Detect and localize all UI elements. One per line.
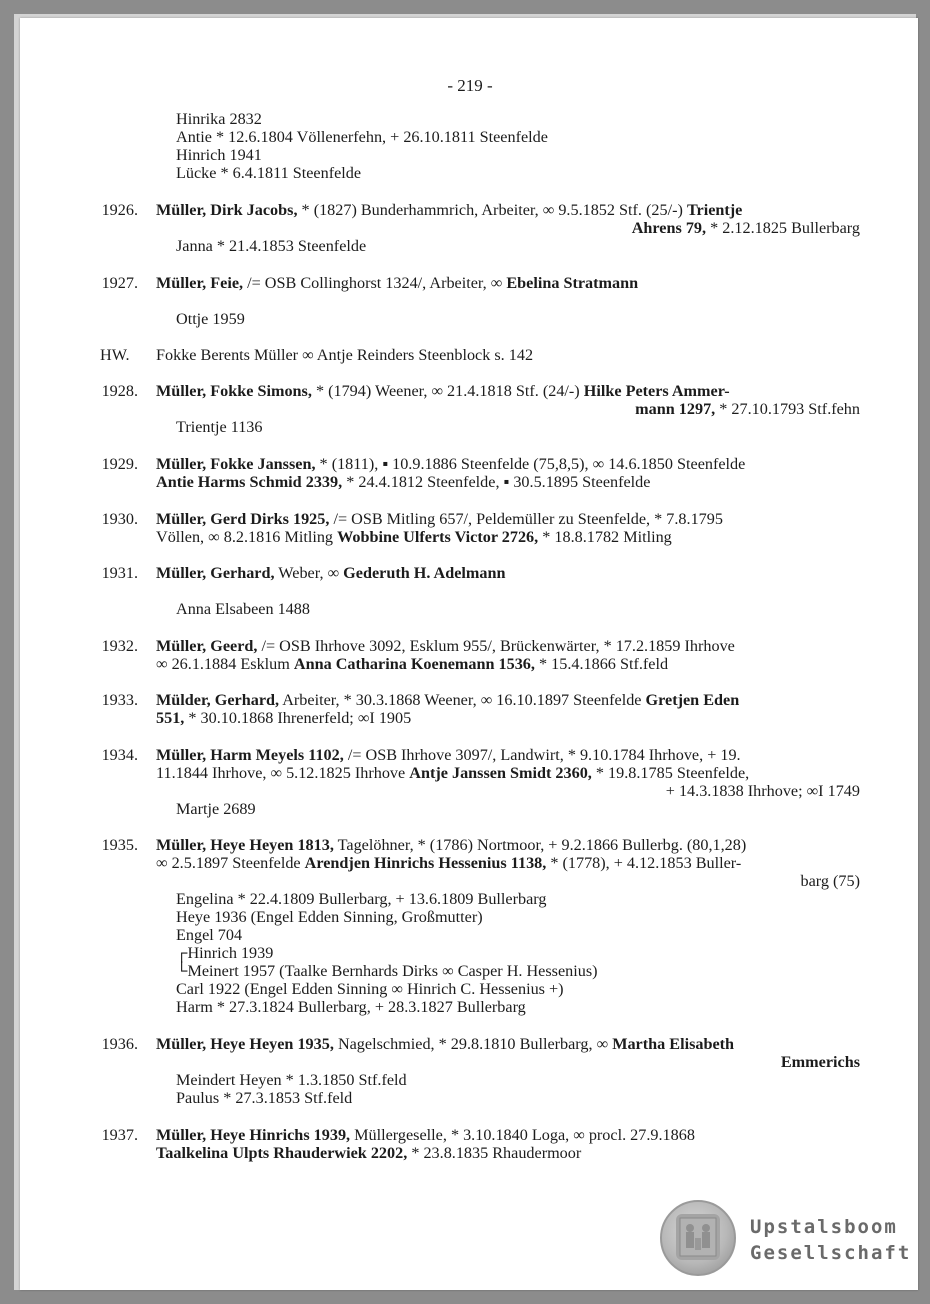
- child-line: Meindert Heyen * 1.3.1850 Stf.feld: [176, 1071, 407, 1089]
- entry-1936-line1: Müller, Heye Heyen 1935, Nagelschmied, * 29.8.1810 Bullerbarg, ∞ Martha Elisabeth: [156, 1035, 735, 1053]
- entry-number: 1926.: [101, 201, 138, 219]
- spouse-name: Gederuth H. Adelmann: [343, 564, 506, 582]
- intro-line: Hinrich 1941: [176, 146, 262, 164]
- entry-1929-line1: Müller, Fokke Janssen, * (1811), ▪ 10.9.1886 Steenfelde (75,8,5), ∞ 14.6.1850 Steenfelde: [156, 455, 746, 473]
- person-name: Müller, Gerhard,: [156, 564, 275, 582]
- spouse-name: mann 1297,: [635, 400, 716, 418]
- person-name: Müller, Heye Heyen 1935,: [156, 1035, 334, 1053]
- child-line: Harm * 27.3.1824 Bullerbarg, + 28.3.1827 Bullerbarg: [176, 998, 526, 1016]
- spouse-name: Taalkelina Ulpts Rhauderwiek 2202,: [156, 1144, 408, 1162]
- person-name: Müller, Geerd,: [156, 637, 258, 655]
- entry-number: 1934.: [101, 746, 138, 764]
- person-name: Müller, Feie,: [156, 274, 244, 292]
- entry-1933-line2: 551, * 30.10.1868 Ihrenerfeld; ∞I 1905: [156, 709, 412, 727]
- entry-1932-line2: ∞ 26.1.1884 Esklum Anna Catharina Koenemann 1536, * 15.4.1866 Stf.feld: [156, 655, 669, 673]
- logo-text-line1: Upstalsboom: [750, 1216, 898, 1238]
- entry-1931-line1: Müller, Gerhard, Weber, ∞ Gederuth H. Adelmann: [156, 564, 506, 582]
- entry-1928-line1: Müller, Fokke Simons, * (1794) Weener, ∞ 21.4.1818 Stf. (24/-) Hilke Peters Ammer-: [156, 382, 730, 400]
- spouse-name: Hilke Peters Ammer-: [583, 382, 730, 400]
- spouse-name: Wobbine Ulferts Victor 2726,: [337, 528, 539, 546]
- entry-1929-line2: Antie Harms Schmid 2339, * 24.4.1812 Steenfelde, ▪ 30.5.1895 Steenfelde: [156, 473, 651, 491]
- child-line: Ottje 1959: [176, 310, 245, 328]
- child-line: Janna * 21.4.1853 Steenfelde: [176, 237, 367, 255]
- spouse-name: Antje Janssen Smidt 2360,: [409, 764, 592, 782]
- entry-1927-line1: Müller, Feie, /= OSB Collinghorst 1324/, Arbeiter, ∞ Ebelina Stratmann: [156, 274, 639, 292]
- child-line: ┌Hinrich 1939: [176, 944, 274, 962]
- spouse-name: Emmerichs: [780, 1053, 860, 1071]
- entry-1937-line1: Müller, Heye Hinrichs 1939, Müllergeselle, * 3.10.1840 Loga, ∞ procl. 27.9.1868: [156, 1126, 695, 1144]
- entry-1928-line2: mann 1297, * 27.10.1793 Stf.fehn: [635, 400, 860, 418]
- person-name: Müller, Fokke Janssen,: [156, 455, 316, 473]
- child-line: └Meinert 1957 (Taalke Bernhards Dirks ∞ Casper H. Hessenius): [176, 962, 598, 980]
- entry-1937-line2: Taalkelina Ulpts Rhauderwiek 2202, * 23.8.1835 Rhaudermoor: [156, 1144, 582, 1162]
- spouse-name: Anna Catharina Koenemann 1536,: [293, 655, 535, 673]
- intro-line: Lücke * 6.4.1811 Steenfelde: [176, 164, 362, 182]
- logo-text-line2: Gesellschaft: [750, 1242, 912, 1264]
- entry-1930-line1: Müller, Gerd Dirks 1925, /= OSB Mitling 657/, Peldemüller zu Steenfelde, * 7.8.1795: [156, 510, 723, 528]
- child-line: Carl 1922 (Engel Edden Sinning ∞ Hinrich C. Hessenius +): [176, 980, 564, 998]
- child-line: Trientje 1136: [176, 418, 263, 436]
- hw-line: Fokke Berents Müller ∞ Antje Reinders Steenblock s. 142: [156, 346, 534, 364]
- entry-1933-line1: Mülder, Gerhard, Arbeiter, * 30.3.1868 Weener, ∞ 16.10.1897 Steenfelde Gretjen Eden: [156, 691, 740, 709]
- spouse-name: Arendjen Hinrichs Hessenius 1138,: [304, 854, 547, 872]
- entry-number: 1927.: [101, 274, 138, 292]
- child-line: Anna Elsabeen 1488: [176, 600, 310, 618]
- entry-1930-line2: Völlen, ∞ 8.2.1816 Mitling Wobbine Ulferts Victor 2726, * 18.8.1782 Mitling: [156, 528, 672, 546]
- person-name: Müller, Gerd Dirks 1925,: [156, 510, 330, 528]
- spouse-name: Ebelina Stratmann: [506, 274, 639, 292]
- person-name: Müller, Harm Meyels 1102,: [156, 746, 344, 764]
- spouse-name: 551,: [156, 709, 185, 727]
- entry-1935-line1: Müller, Heye Heyen 1813, Tagelöhner, * (1786) Nortmoor, + 9.2.1866 Bullerbg. (80,1,28): [156, 836, 747, 854]
- intro-line: Antie * 12.6.1804 Völlenerfehn, + 26.10.1811 Steenfelde: [176, 128, 548, 146]
- entry-1932-line1: Müller, Geerd, /= OSB Ihrhove 3092, Esklum 955/, Brückenwärter, * 17.2.1859 Ihrhove: [156, 637, 735, 655]
- child-line: Engel 704: [176, 926, 243, 944]
- child-line: Engelina * 22.4.1809 Bullerbarg, + 13.6.1809 Bullerbarg: [176, 890, 547, 908]
- person-name: Müller, Heye Hinrichs 1939,: [156, 1126, 351, 1144]
- seal-figure-icon: [676, 1214, 720, 1260]
- seal-figures-icon: [676, 1214, 720, 1260]
- spouse-name: Antie Harms Schmid 2339,: [156, 473, 343, 491]
- page-number: - 219 -: [447, 76, 493, 95]
- intro-line: Hinrika 2832: [176, 110, 262, 128]
- entry-1934-line3: + 14.3.1838 Ihrhove; ∞I 1749: [665, 782, 860, 800]
- entry-number: HW.: [100, 346, 130, 364]
- entry-number: 1935.: [101, 836, 138, 854]
- spouse-name: Trientje: [686, 201, 743, 219]
- child-line: Heye 1936 (Engel Edden Sinning, Großmutter): [176, 908, 483, 926]
- society-seal-logo: [660, 1200, 736, 1276]
- entry-1926-line2: Ahrens 79, * 2.12.1825 Bullerbarg: [631, 219, 860, 237]
- entry-number: 1928.: [101, 382, 138, 400]
- entry-number: 1933.: [101, 691, 138, 709]
- person-name: Mülder, Gerhard,: [156, 691, 280, 709]
- entry-1935-line3: barg (75): [800, 872, 860, 890]
- entry-number: 1932.: [101, 637, 138, 655]
- entry-number: 1937.: [101, 1126, 138, 1144]
- spouse-name: Martha Elisabeth: [612, 1035, 735, 1053]
- spouse-name: Ahrens 79,: [631, 219, 707, 237]
- person-name: Müller, Fokke Simons,: [156, 382, 312, 400]
- entry-1926-line1: Müller, Dirk Jacobs, * (1827) Bunderhammrich, Arbeiter, ∞ 9.5.1852 Stf. (25/-) Trientje: [156, 201, 743, 219]
- entry-1934-line2: 11.1844 Ihrhove, ∞ 5.12.1825 Ihrhove Antje Janssen Smidt 2360, * 19.8.1785 Steenfelde,: [156, 764, 750, 782]
- entry-number: 1929.: [101, 455, 138, 473]
- entry-1935-line2: ∞ 2.5.1897 Steenfelde Arendjen Hinrichs Hessenius 1138, * (1778), + 4.12.1853 Buller-: [156, 854, 742, 872]
- document-page: [20, 18, 918, 1290]
- entry-number: 1931.: [101, 564, 138, 582]
- person-name: Müller, Dirk Jacobs,: [156, 201, 298, 219]
- entry-number: 1936.: [101, 1035, 138, 1053]
- child-line: Martje 2689: [176, 800, 256, 818]
- entry-1934-line1: Müller, Harm Meyels 1102, /= OSB Ihrhove 3097/, Landwirt, * 9.10.1784 Ihrhove, + 19.: [156, 746, 741, 764]
- person-name: Müller, Heye Heyen 1813,: [156, 836, 334, 854]
- entry-1936-line2: [781, 1053, 860, 1071]
- entry-number: 1930.: [101, 510, 138, 528]
- spouse-name: Gretjen Eden: [645, 691, 740, 709]
- child-line: Paulus * 27.3.1853 Stf.feld: [176, 1089, 353, 1107]
